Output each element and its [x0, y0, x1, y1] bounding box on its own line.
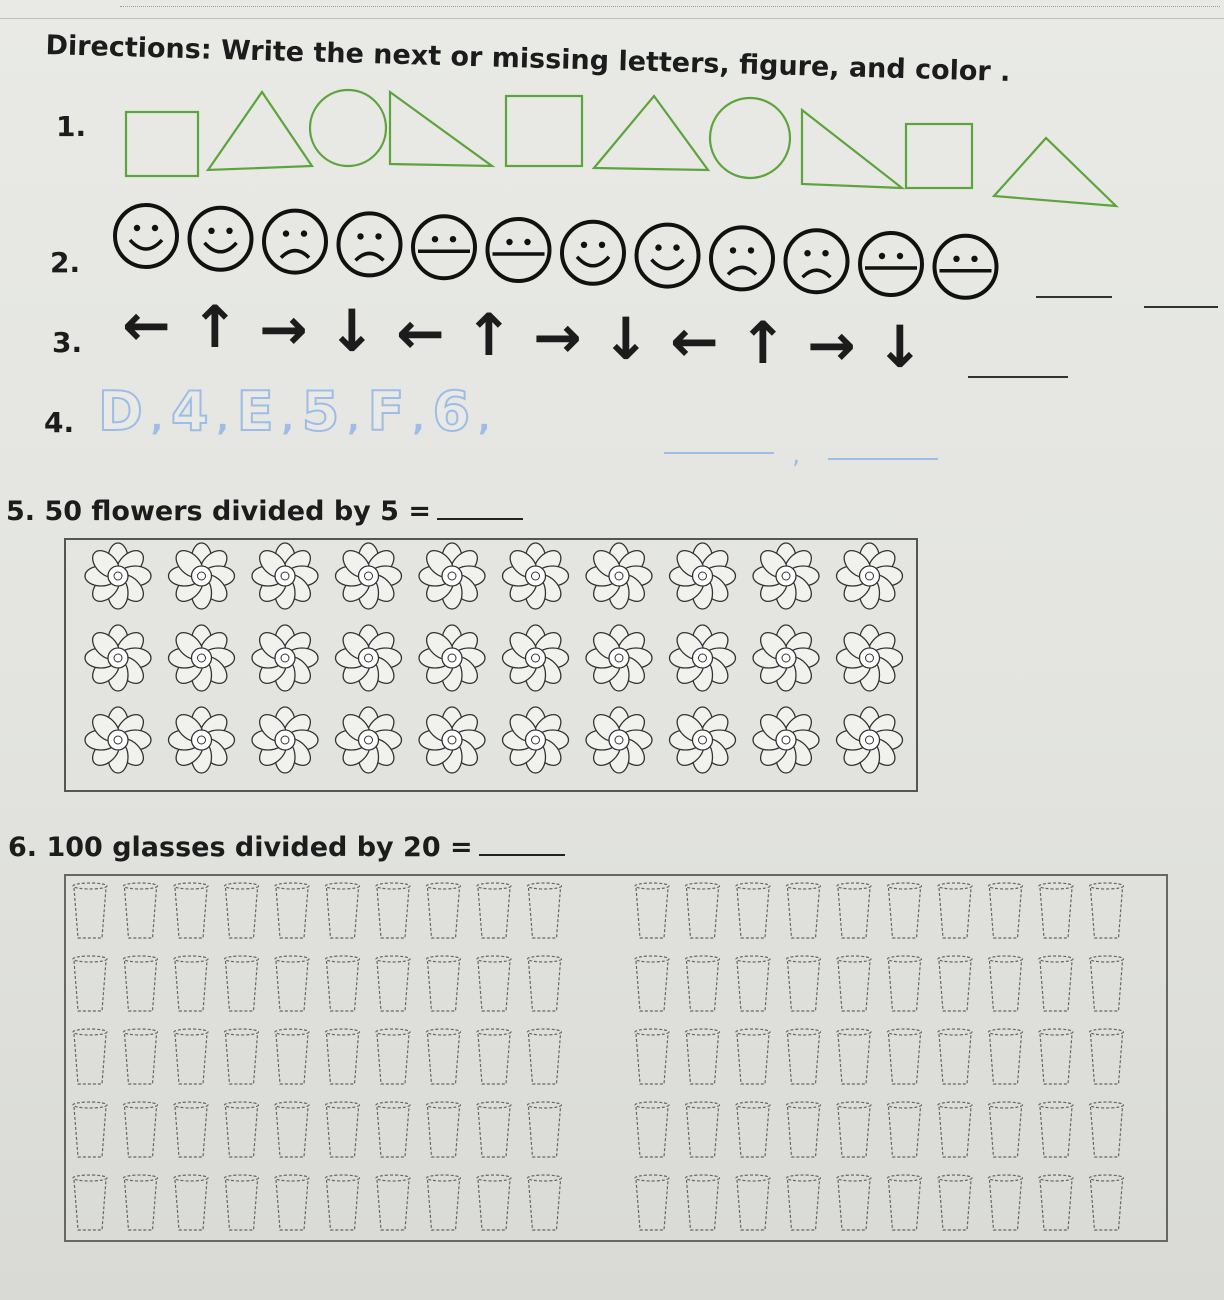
- glass-icon: [528, 1175, 562, 1230]
- glass-icon: [1039, 883, 1073, 938]
- glass-icon: [427, 883, 461, 938]
- arrow-down-icon: ↓: [875, 313, 925, 381]
- glass-icon: [225, 956, 259, 1011]
- glass-icon: [1039, 1102, 1073, 1157]
- glass-icon: [635, 1175, 669, 1230]
- glass-icon: [787, 1102, 821, 1157]
- glass-icon: [376, 956, 410, 1011]
- q4-separator: ,: [478, 400, 493, 438]
- glass-icon: [427, 956, 461, 1011]
- glass-icon: [174, 1029, 208, 1084]
- glass-icon: [376, 1175, 410, 1230]
- glass-icon: [938, 956, 972, 1011]
- glass-icon: [73, 1102, 107, 1157]
- glass-icon: [275, 1175, 309, 1230]
- arrow-right-icon: →: [532, 303, 582, 371]
- arrow-up-icon: ↑: [190, 293, 240, 361]
- glass-icon: [427, 1175, 461, 1230]
- glass-icon: [275, 956, 309, 1011]
- q4-number: 4.: [44, 406, 75, 439]
- glass-icon: [225, 1102, 259, 1157]
- glass-icon: [888, 883, 922, 938]
- glass-icon: [989, 1029, 1023, 1084]
- glass-icon: [787, 1175, 821, 1230]
- glass-icon: [989, 883, 1023, 938]
- glass-icon: [528, 1029, 562, 1084]
- glass-icon: [938, 1029, 972, 1084]
- arrow-right-icon: →: [806, 311, 856, 379]
- q4-item: D: [98, 380, 145, 443]
- glass-icon: [635, 883, 669, 938]
- arrow-up-icon: ↑: [738, 309, 788, 377]
- glass-icon: [174, 1175, 208, 1230]
- glass-icon: [73, 1029, 107, 1084]
- glass-icon: [938, 1102, 972, 1157]
- q2-number: 2.: [50, 246, 81, 279]
- q5-title-text: 5. 50 flowers divided by 5 =: [6, 496, 431, 527]
- glass-icon: [686, 1029, 720, 1084]
- q4-answer-comma: ,: [792, 440, 801, 470]
- glass-icon: [275, 1029, 309, 1084]
- glass-icon: [376, 883, 410, 938]
- glass-icon: [1090, 1029, 1124, 1084]
- glass-icon: [124, 1102, 158, 1157]
- q4-item: 5: [301, 380, 342, 443]
- glass-icon: [124, 956, 158, 1011]
- glass-icon: [1090, 1175, 1124, 1230]
- glass-icon: [174, 1102, 208, 1157]
- glass-icon: [787, 1029, 821, 1084]
- glass-icon: [736, 1175, 770, 1230]
- arrow-left-icon: ←: [121, 291, 171, 359]
- glass-icon: [275, 1102, 309, 1157]
- glass-icon: [837, 956, 871, 1011]
- glass-icon: [326, 883, 360, 938]
- glass-icon: [326, 1175, 360, 1230]
- glass-icon: [736, 1102, 770, 1157]
- glass-icon: [1090, 956, 1124, 1011]
- q4-separator: ,: [281, 400, 296, 438]
- glass-icon: [888, 1029, 922, 1084]
- glass-icon: [837, 1102, 871, 1157]
- glass-icon: [1039, 956, 1073, 1011]
- glass-icon: [528, 883, 562, 938]
- q1-number: 1.: [56, 110, 87, 143]
- glass-icon: [938, 1175, 972, 1230]
- q4-separator: ,: [150, 400, 165, 438]
- q4-separator: ,: [347, 400, 362, 438]
- glass-icon: [787, 883, 821, 938]
- glass-icon: [275, 883, 309, 938]
- glass-icon: [989, 1102, 1023, 1157]
- q4-item: E: [236, 380, 276, 443]
- glass-icon: [174, 956, 208, 1011]
- glass-icon: [1039, 1175, 1073, 1230]
- arrow-left-icon: ←: [395, 299, 445, 367]
- q4-item: F: [367, 380, 407, 443]
- glass-icon: [477, 1029, 511, 1084]
- q6-title-text: 6. 100 glasses divided by 20 =: [8, 832, 473, 863]
- glass-icon: [837, 1175, 871, 1230]
- q4-separator: ,: [216, 400, 231, 438]
- q3-number: 3.: [52, 326, 83, 359]
- q4-separator: ,: [412, 400, 427, 438]
- arrow-right-icon: →: [258, 295, 308, 363]
- glass-icon: [477, 1175, 511, 1230]
- glass-icon: [787, 956, 821, 1011]
- glass-icon: [736, 1029, 770, 1084]
- glass-icon: [989, 956, 1023, 1011]
- glass-icon: [326, 1029, 360, 1084]
- glass-icon: [635, 956, 669, 1011]
- glass-icon: [376, 1102, 410, 1157]
- glass-icon: [888, 1175, 922, 1230]
- glass-icon: [376, 1029, 410, 1084]
- glass-icon: [225, 1175, 259, 1230]
- glass-icon: [477, 883, 511, 938]
- glass-icon: [528, 956, 562, 1011]
- directions-text: Directions: Write the next or missing letters, figure, and color .: [45, 30, 1011, 88]
- glass-icon: [427, 1102, 461, 1157]
- glass-icon: [528, 1102, 562, 1157]
- glass-icon: [686, 1175, 720, 1230]
- glass-icon: [736, 956, 770, 1011]
- glass-icon: [326, 1102, 360, 1157]
- glass-icon: [427, 1029, 461, 1084]
- glass-icon: [73, 956, 107, 1011]
- glass-icon: [326, 956, 360, 1011]
- arrow-down-icon: ↓: [601, 305, 651, 373]
- arrow-left-icon: ←: [669, 307, 719, 375]
- glass-icon: [686, 1102, 720, 1157]
- glass-icon: [837, 883, 871, 938]
- glass-icon: [686, 956, 720, 1011]
- glass-icon: [1039, 1029, 1073, 1084]
- glass-icon: [124, 1175, 158, 1230]
- glass-icon: [225, 883, 259, 938]
- glass-icon: [477, 1102, 511, 1157]
- glass-icon: [989, 1175, 1023, 1230]
- glass-icon: [938, 883, 972, 938]
- glass-icon: [635, 1102, 669, 1157]
- glass-icon: [1090, 883, 1124, 938]
- glass-icon: [73, 883, 107, 938]
- glass-icon: [477, 956, 511, 1011]
- glass-icon: [837, 1029, 871, 1084]
- glass-icon: [1090, 1102, 1124, 1157]
- glass-icon: [124, 883, 158, 938]
- q4-item: 6: [432, 380, 473, 443]
- arrow-down-icon: ↓: [327, 297, 377, 365]
- glass-icon: [888, 1102, 922, 1157]
- glass-icon: [174, 883, 208, 938]
- glass-icon: [736, 883, 770, 938]
- glass-icon: [225, 1029, 259, 1084]
- glass-icon: [686, 883, 720, 938]
- glass-icon: [888, 956, 922, 1011]
- glass-icon: [124, 1029, 158, 1084]
- q4-item: 4: [170, 380, 211, 443]
- glass-icon: [73, 1175, 107, 1230]
- glass-icon: [635, 1029, 669, 1084]
- arrow-up-icon: ↑: [464, 301, 514, 369]
